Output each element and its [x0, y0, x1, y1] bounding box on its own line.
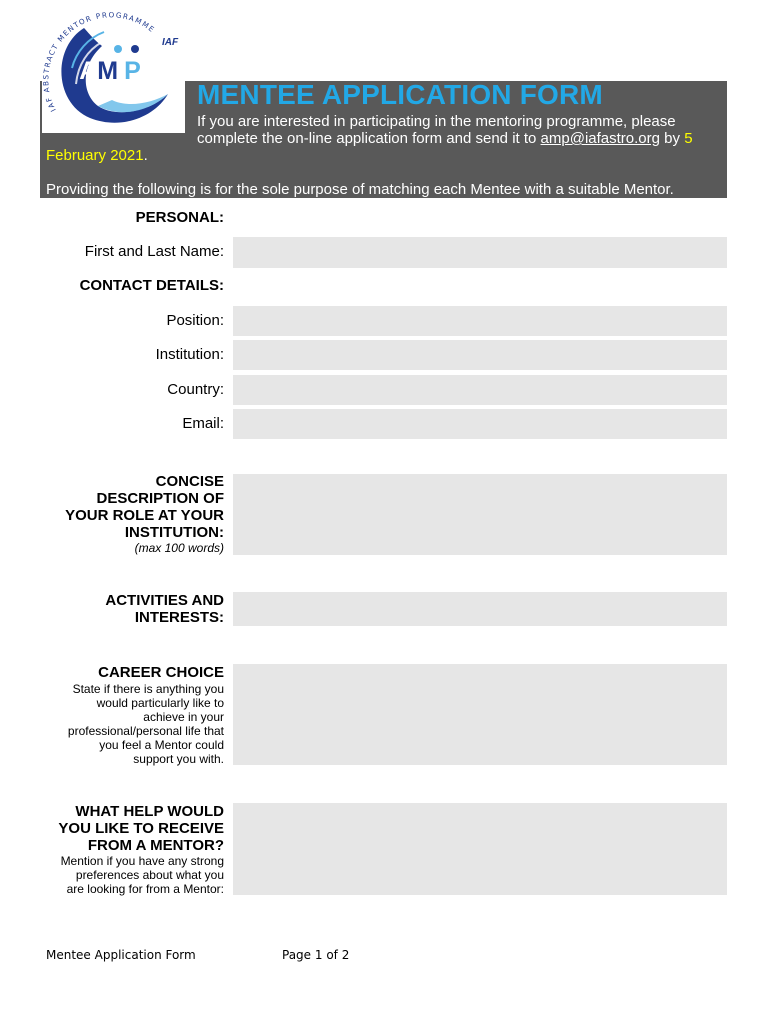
- purpose-note: Providing the following is for the sole purpose of matching each Mentee with a suitable Mentor.: [46, 181, 674, 198]
- form-title: MENTEE APPLICATION FORM: [197, 79, 603, 110]
- position-field[interactable]: [233, 306, 727, 336]
- mentor-help-field[interactable]: [233, 803, 727, 895]
- contact-email-link[interactable]: amp@iafastro.org: [540, 130, 660, 147]
- career-hint: [68, 682, 224, 766]
- role-description-field[interactable]: [233, 474, 727, 555]
- help-hint-line-2: preferences about what you: [75, 868, 224, 882]
- role-label: [65, 473, 224, 541]
- logo-wordmark: [79, 57, 141, 85]
- intro-line-2: complete the on-line application form and send it to: [197, 130, 541, 147]
- help-hint: [61, 854, 224, 896]
- help-hint-line-3: are looking for from a Mentor:: [66, 882, 224, 896]
- activities-label: [105, 592, 224, 626]
- country-field[interactable]: [233, 375, 727, 405]
- role-label-line-3: YOUR ROLE AT YOUR: [65, 507, 224, 524]
- help-label-line-1: WHAT HELP WOULD: [75, 803, 224, 820]
- iaf-badge: IAF: [161, 37, 179, 48]
- career-hint-line-6: support you with.: [133, 752, 224, 766]
- country-label: Country:: [167, 381, 224, 398]
- career-hint-line-2: would particularly like to: [96, 696, 224, 710]
- intro-line-1: If you are interested in participating in the mentoring programme, please: [197, 113, 676, 130]
- activities-label-line-2: INTERESTS:: [134, 609, 224, 626]
- email-label: Email:: [182, 415, 224, 432]
- footer-page-number: Page 1 of 2: [282, 948, 350, 962]
- logo-ring-text: IAF ABSTRACT MENTOR PROGRAMME: [42, 10, 157, 114]
- help-label-line-2: YOU LIKE TO RECEIVE: [58, 820, 224, 837]
- career-hint-line-3: achieve in your: [143, 710, 224, 724]
- intro-text: [46, 113, 716, 164]
- career-hint-line-4: professional/personal life that: [67, 724, 224, 738]
- role-label-line-2: DESCRIPTION OF: [96, 490, 224, 507]
- role-hint: (max 100 words): [134, 541, 224, 555]
- logo-letter-p: P: [124, 57, 141, 85]
- intro-by: by: [660, 130, 685, 147]
- help-label: [58, 803, 224, 854]
- role-label-line-4: INSTITUTION:: [124, 524, 224, 541]
- intro-period: .: [143, 147, 148, 164]
- position-label: Position:: [166, 312, 224, 329]
- role-label-line-1: CONCISE: [155, 473, 224, 490]
- name-label: First and Last Name:: [84, 243, 224, 260]
- deadline-day: 5: [684, 130, 693, 147]
- logo-letter-a: A: [79, 57, 98, 85]
- institution-field[interactable]: [233, 340, 727, 370]
- career-choice-field[interactable]: [233, 664, 727, 765]
- help-label-line-3: FROM A MENTOR?: [87, 837, 224, 854]
- help-hint-line-1: Mention if you have any strong: [60, 854, 224, 868]
- section-contact: CONTACT DETAILS:: [79, 277, 224, 294]
- footer-doc-name: Mentee Application Form: [46, 948, 196, 962]
- career-label: CAREER CHOICE: [98, 664, 224, 681]
- career-hint-line-5: you feel a Mentor could: [99, 738, 224, 752]
- career-hint-line-1: State if there is anything you: [72, 682, 224, 696]
- section-personal: PERSONAL:: [135, 209, 224, 226]
- logo-letter-m: M: [97, 57, 119, 85]
- deadline-month-year: February 2021: [46, 147, 144, 164]
- institution-label: Institution:: [155, 346, 224, 363]
- name-field[interactable]: [233, 237, 727, 268]
- email-field[interactable]: [233, 409, 727, 439]
- activities-label-line-1: ACTIVITIES AND: [105, 592, 224, 609]
- activities-field[interactable]: [233, 592, 727, 626]
